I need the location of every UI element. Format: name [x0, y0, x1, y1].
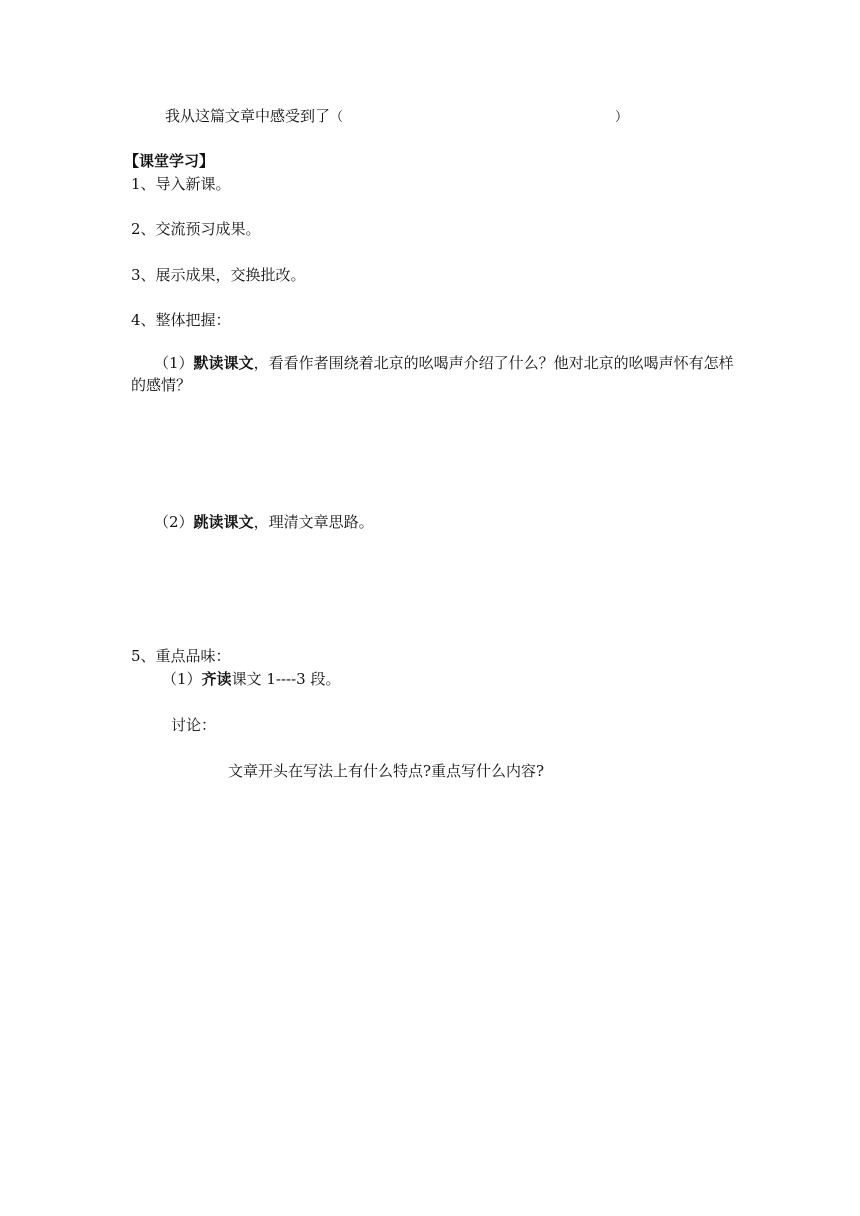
step-2: 2、交流预习成果。	[131, 220, 261, 238]
task-2	[154, 512, 374, 532]
task-3	[162, 669, 340, 689]
open-paren: （	[330, 110, 344, 125]
section-heading: 【课堂学习】	[124, 152, 215, 170]
task-1-prefix: （1）	[154, 354, 194, 372]
task-1-rest: ，看看作者围绕着北京的吆喝声介绍了什么？他对北京的吆喝声怀有怎样的感情？	[131, 354, 734, 394]
task-2-prefix: （2）	[154, 513, 194, 531]
discussion-question: 文章开头在写法上有什么特点?重点写什么内容?	[228, 762, 545, 780]
task-1	[131, 352, 741, 396]
discussion-label: 讨论：	[171, 716, 217, 734]
task-3-bold: 齐读	[201, 670, 232, 688]
step-3: 3、展示成果，交换批改。	[131, 266, 306, 284]
task-1-bold: 默读课文	[193, 354, 254, 372]
task-2-bold: 跳读课文	[193, 513, 254, 531]
step-1: 1、导入新课。	[131, 175, 231, 193]
feeling-text: 我从这篇文章中感受到了	[165, 107, 331, 125]
feeling-line	[165, 106, 628, 128]
close-paren: ）	[615, 110, 629, 125]
step-4: 4、整体把握：	[131, 311, 231, 329]
task-2-rest: ，理清文章思路。	[253, 513, 374, 531]
step-5: 5、重点品味：	[131, 647, 231, 665]
task-3-rest: 课文 1----3 段。	[231, 670, 341, 688]
task-3-prefix: （1）	[162, 670, 202, 688]
